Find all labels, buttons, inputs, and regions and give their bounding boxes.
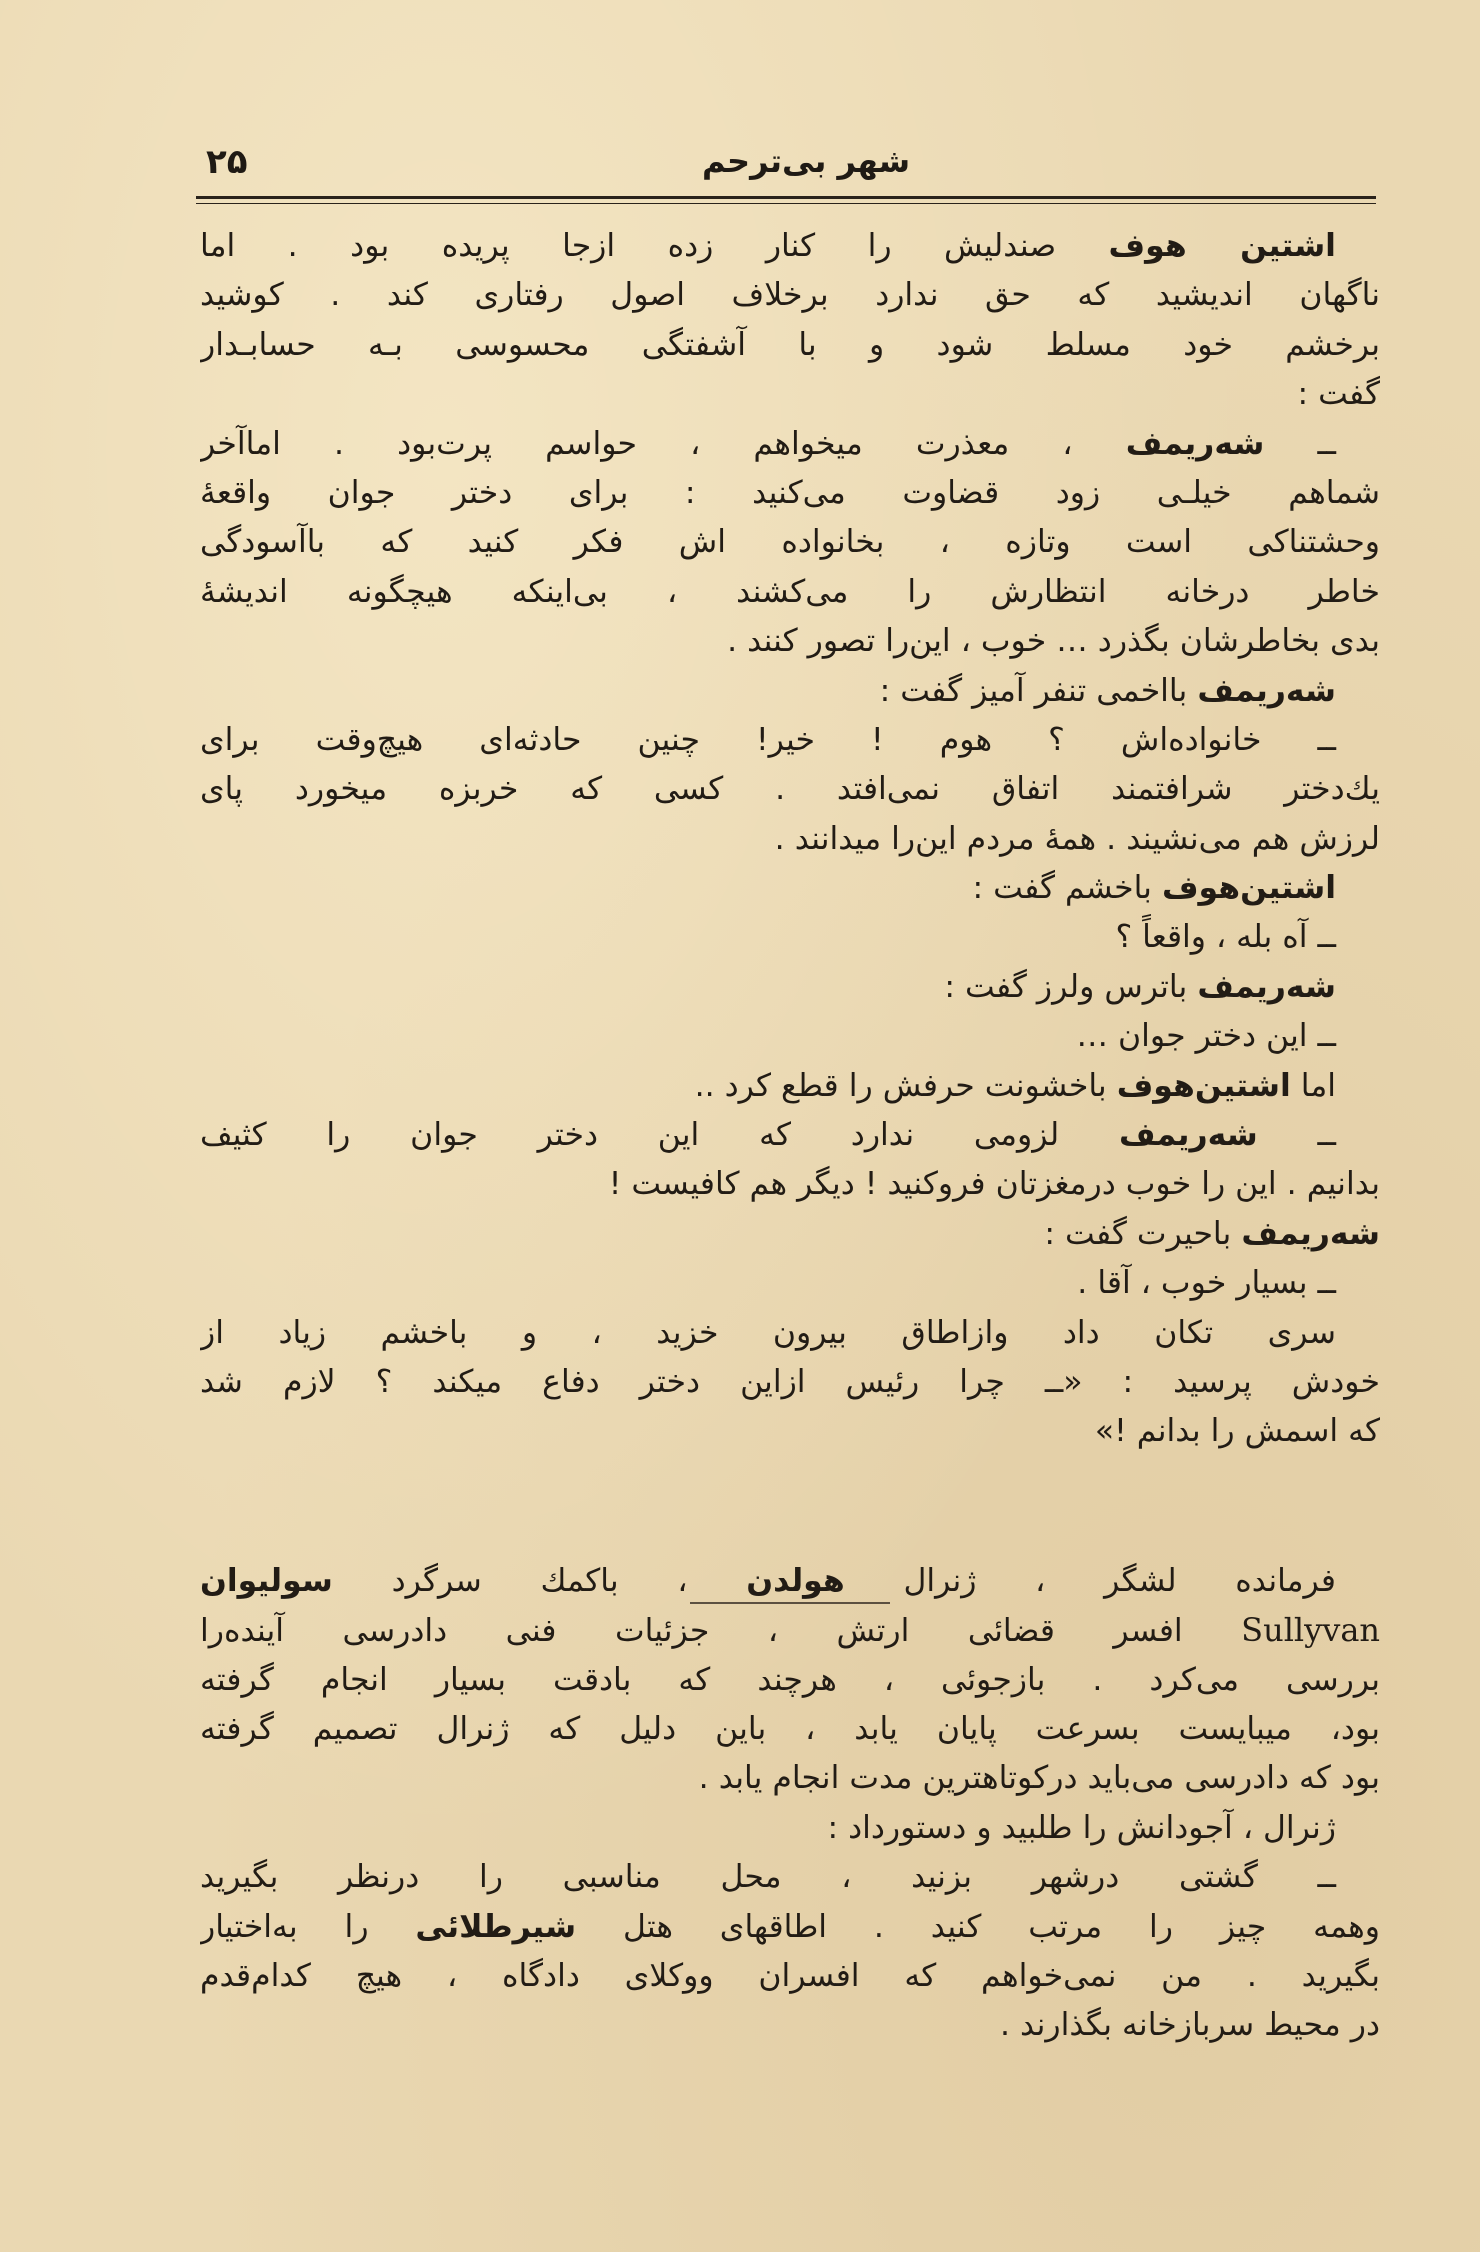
page-header xyxy=(196,142,1376,194)
text-line xyxy=(200,518,1380,567)
line-text: یك‌دختر شرافتمند اتفاق نمی‌افتد . کسی که خربزه میخورد پای xyxy=(200,771,1380,808)
text-line xyxy=(200,1358,1380,1407)
section-divider xyxy=(690,1602,890,1604)
text-line xyxy=(200,963,1380,1012)
line-text: باخشم گفت : xyxy=(972,870,1162,907)
text-line xyxy=(200,222,1380,271)
line-text: بدی بخاطرشان بگذرد … خوب ، این‌را تصور کنند . xyxy=(727,623,1380,660)
body-text xyxy=(200,222,1380,2182)
line-text: بااخمی تنفر آمیز گفت : xyxy=(879,672,1198,709)
line-text: باحیرت گفت : xyxy=(1044,1215,1242,1252)
header-rule-thin xyxy=(196,203,1376,204)
line-text: ، معذرت میخواهم ، حواسم پرت‌بود . اماآخر xyxy=(200,425,1126,462)
line-text: خاطر درخانه انتظارش را می‌کشند ، بی‌اینکه هیچگونه اندیشهٔ xyxy=(200,573,1380,610)
place-name: شیرطلائی xyxy=(415,1908,577,1945)
running-title: شهر بی‌ترحم xyxy=(701,142,911,180)
character-name: اشتین هوف xyxy=(1108,228,1336,264)
text-line xyxy=(200,321,1380,370)
line-text: بدانیم . این را خوب درمغزتان فروکنید ! دیگر هم کافیست ! xyxy=(608,1166,1380,1203)
line-text: وهمه چیز را مرتب کنید . اطاقهای هتل xyxy=(576,1908,1380,1945)
line-text: بود که دادرسی می‌باید درکوتاهترین مدت انجام یابد . xyxy=(698,1760,1380,1797)
text-line xyxy=(200,1705,1380,1754)
text-line xyxy=(200,2001,1380,2050)
character-name: شه‌ریمف xyxy=(1241,1215,1380,1252)
line-text: گفت : xyxy=(1297,376,1380,413)
text-line xyxy=(200,271,1380,320)
header-rule xyxy=(196,196,1376,199)
text-line xyxy=(200,815,1380,864)
character-name: اشتین‌هوف xyxy=(1161,870,1336,907)
line-text: ــ xyxy=(1264,425,1336,462)
line-text: اما xyxy=(1290,1067,1336,1104)
line-text: افسر قضائی ارتش ، جزئیات فنی دادرسی آینده‌را xyxy=(200,1613,1242,1650)
text-line xyxy=(200,1062,1380,1111)
text-line xyxy=(200,1160,1380,1209)
line-text: ژنرال ، آجودانش را طلبید و دستورداد : xyxy=(827,1809,1336,1846)
line-text: ــ این دختر جوان … xyxy=(1076,1018,1336,1055)
line-text: بررسی می‌کرد . بازجوئی ، هرچند که بادقت بسیار انجام گرفته xyxy=(200,1661,1380,1698)
text-line xyxy=(200,1309,1380,1358)
line-text: لزومی ندارد که این دختر جوان را کثیف xyxy=(200,1117,1120,1154)
character-name: اشتین‌هوف xyxy=(1116,1067,1291,1104)
line-text: ، باکمك سرگرد xyxy=(332,1562,747,1599)
text-line xyxy=(200,1210,1380,1259)
line-text: بود، میبایست بسرعت پایان یابد ، باین دلیل که ژنرال تصمیم گرفته xyxy=(200,1710,1380,1747)
text-line xyxy=(200,913,1380,962)
text-line xyxy=(200,370,1380,419)
text-line xyxy=(200,1012,1380,1061)
text-line xyxy=(200,765,1380,814)
text-line xyxy=(200,667,1380,716)
line-text: صندلیش را کنار زده ازجا پریده بود . اما xyxy=(200,228,1109,264)
text-line xyxy=(200,1853,1380,1902)
character-name: شه‌ریمف xyxy=(1197,968,1336,1005)
line-text: ــ بسیار خوب ، آقا . xyxy=(1077,1265,1336,1302)
text-line xyxy=(200,617,1380,666)
text-line xyxy=(200,864,1380,913)
character-name: شه‌ریمف xyxy=(1119,1117,1258,1154)
text-line xyxy=(200,469,1380,518)
text-line xyxy=(200,1407,1380,1456)
character-name: هولدن xyxy=(746,1562,845,1599)
text-line xyxy=(200,1804,1380,1853)
section-gap xyxy=(200,1457,1380,1557)
line-text: ــ xyxy=(1257,1117,1336,1154)
line-text: بگیرید . من نمی‌خواهم که افسران ووکلای دادگاه ، هیچ کدام‌قدم xyxy=(200,1957,1380,1994)
text-line xyxy=(200,420,1380,469)
line-text: ــ آه بله ، واقعاً ؟ xyxy=(1115,919,1336,956)
latin-name: Sullyvan xyxy=(1241,1611,1380,1650)
text-line xyxy=(200,1606,1380,1655)
line-text: ناگهان اندیشید که حق ندارد برخلاف اصول رفتاری کند . کوشید xyxy=(200,277,1380,314)
text-line xyxy=(200,1111,1380,1160)
text-line xyxy=(200,1754,1380,1803)
text-line xyxy=(200,1259,1380,1308)
line-text: برخشم خود مسلط شود و با آشفتگی محسوسی بـه حسابـدار xyxy=(200,326,1380,363)
line-text: وحشتناکی است وتازه ، بخانواده اش فکر کنید که باآسودگی xyxy=(200,524,1380,561)
character-name: شه‌ریمف xyxy=(1197,672,1336,709)
line-text: باخشونت حرفش را قطع کرد .. xyxy=(694,1067,1117,1104)
text-line xyxy=(200,716,1380,765)
line-text: شماهم خیلـی زود قضاوت می‌کنید : برای دختر جوان واقعهٔ xyxy=(200,474,1380,511)
line-text: خودش پرسید : «ــ چرا رئیس ازاین دختر دفاع میکند ؟ لازم شد xyxy=(200,1363,1380,1400)
line-text: سری تکان داد وازاطاق بیرون خزید ، و باخشم زیاد از xyxy=(200,1314,1336,1351)
character-name: سولیوان xyxy=(200,1562,333,1599)
line-text: در محیط سربازخانه بگذارند . xyxy=(1000,2007,1380,2044)
line-text: ــ گشتی درشهر بزنید ، محل مناسبی را درنظر بگیرید xyxy=(200,1859,1336,1896)
text-line xyxy=(200,1952,1380,2001)
page-number: ۲۵ xyxy=(206,142,248,182)
line-text: فرمانده لشگر ، ژنرال xyxy=(844,1562,1336,1599)
character-name: شه‌ریمف xyxy=(1125,425,1265,462)
text-line xyxy=(200,1903,1380,1952)
line-text: ــ خانواده‌اش ؟ هوم ! خیر! چنین حادثه‌ای هیچ‌وقت برای xyxy=(200,721,1336,758)
text-line xyxy=(200,568,1380,617)
text-line xyxy=(200,1656,1380,1705)
text-line xyxy=(200,1557,1380,1606)
line-text: لرزش هم می‌نشیند . همهٔ مردم این‌را میدانند . xyxy=(774,820,1380,857)
line-text: باترس ولرز گفت : xyxy=(944,968,1198,1005)
line-text: را به‌اختیار xyxy=(200,1908,416,1945)
line-text: که اسمش را بدانم !» xyxy=(1094,1413,1380,1450)
